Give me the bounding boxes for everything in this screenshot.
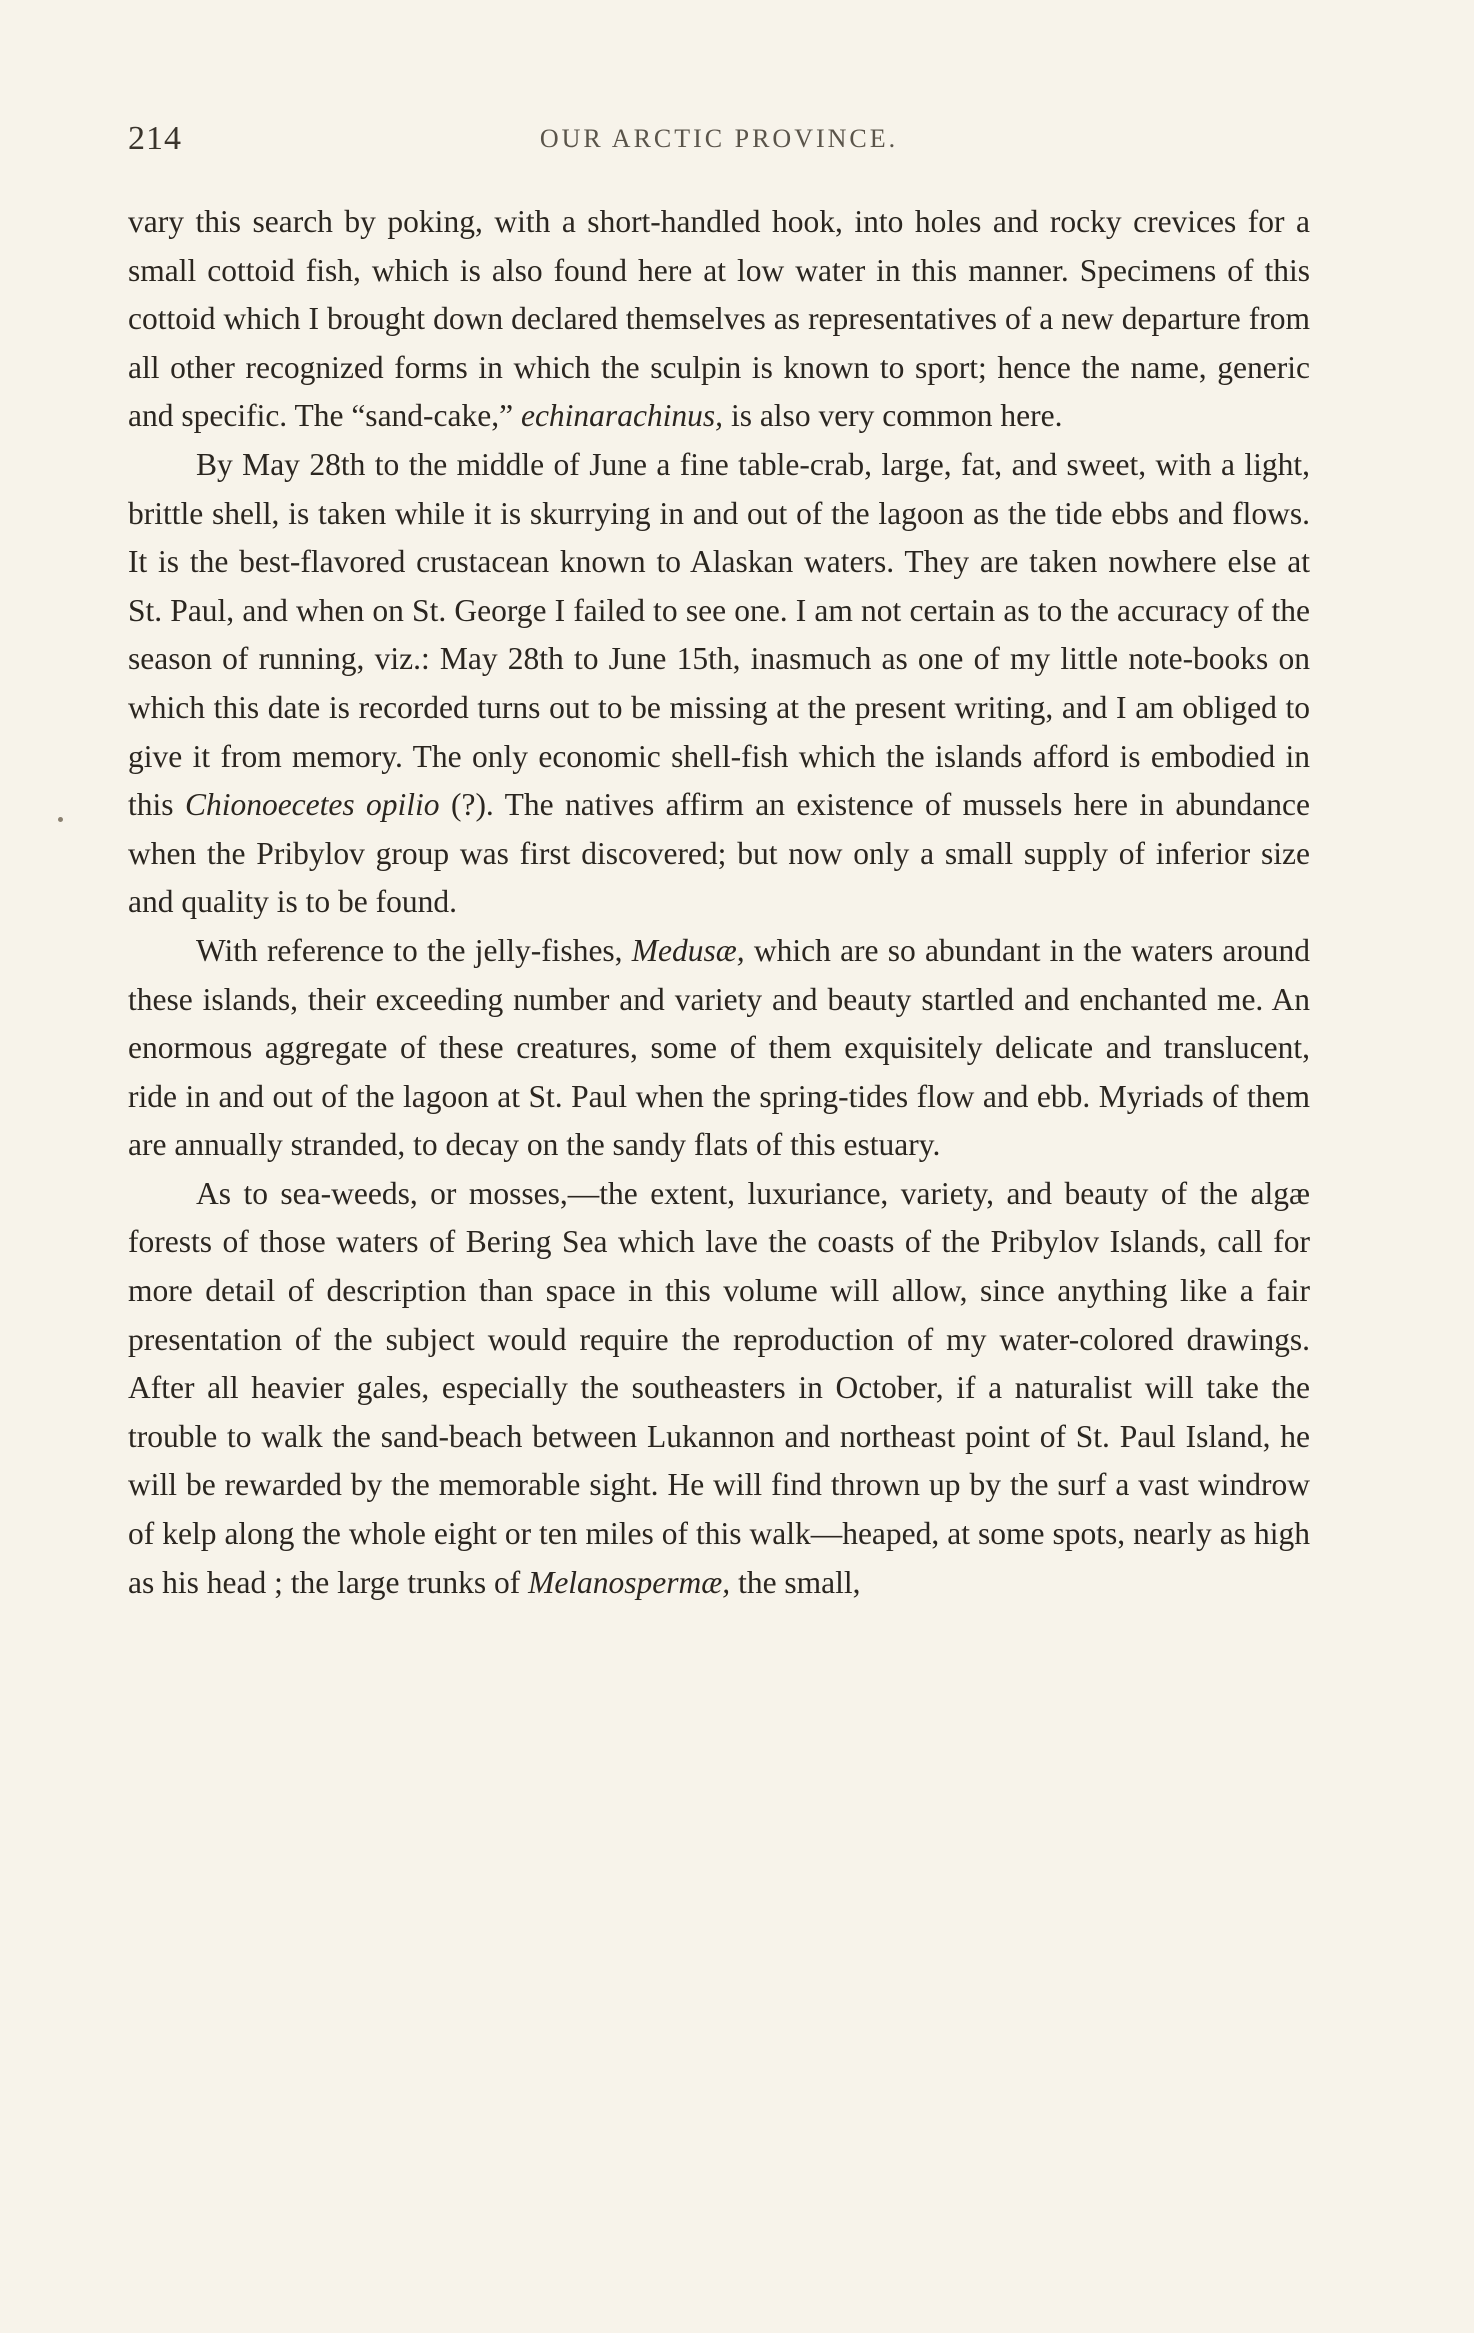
page-number: 214 <box>128 120 182 157</box>
paragraph-1-text-b: is also very common here. <box>723 398 1063 434</box>
running-title: OUR ARCTIC PROVINCE. <box>539 124 899 153</box>
paragraph-4-text-a: As to sea-weeds, or mosses,—the extent, luxuriance, variety, and beauty of the algæ forests of those waters of Bering Sea which lave the coasts of the Pribylov Islands, call for more detail of description than space in this volume will allow, since anything like a fair presentation of the subject would require the reproduction of my water-colored drawings. After all heavier gales, especially the southeasters in October, if a naturalist will take the trouble to walk the sand-beach between Lukannon and northeast point of St. Paul Island, he will be rewarded by the memorable sight. He will find thrown up by the surf a vast windrow of kelp along the whole eight or ten miles of this walk—heaped, at some spots, nearly as high as his head ; the large trunks of <box>128 1175 1310 1600</box>
paragraph-2 <box>128 441 1310 927</box>
paragraph-2-text-a: By May 28th to the middle of June a fine table-crab, large, fat, and sweet, with a light, brittle shell, is taken while it is skurrying in and out of the lagoon as the tide ebbs and flows. It is the best-flavored crustacean known to Alaskan waters. They are taken nowhere else at St. Paul, and when on St. George I failed to see one. I am not certain as to the accuracy of the season of running, viz.: May 28th to June 15th, inasmuch as one of my little note-books on which this date is recorded turns out to be missing at the present writing, and I am obliged to give it from memory. The only economic shell-fish which the islands afford is embodied in this <box>128 446 1310 823</box>
paragraph-1-italic: echinarachinus, <box>520 398 724 434</box>
paragraph-3-text-a: With reference to the jelly-fishes, <box>196 932 632 968</box>
paragraph-1 <box>128 198 1310 441</box>
paragraph-4-italic: Melanospermæ, <box>528 1564 731 1600</box>
margin-speck <box>58 817 63 822</box>
body-text <box>128 198 1310 1607</box>
paragraph-4 <box>128 1170 1310 1607</box>
paragraph-1-text-a: vary this search by poking, with a short-handled hook, into holes and rocky crevices for a small cottoid fish, which is also found here at low water in this manner. Specimens of this cottoid which I brought down declared themselves as representatives of a new departure from all other recognized forms in which the sculpin is known to sport; hence the name, generic and specific. The “sand-cake,” <box>128 204 1310 434</box>
paragraph-3-text-b: which are so abundant in the waters around these islands, their exceeding number and variety and beauty startled and enchanted me. An enormous aggregate of these creatures, some of them exquisitely delicate and translucent, ride in and out of the lagoon at St. Paul when the spring-tides flow and ebb. Myriads of them are annually stranded, to decay on the sandy flats of this estuary. <box>128 932 1310 1163</box>
running-head <box>128 120 1310 180</box>
paragraph-3 <box>128 927 1310 1170</box>
paragraph-4-text-b: the small, <box>730 1564 861 1600</box>
book-page <box>128 120 1310 1607</box>
paragraph-2-italic: Chionoecetes opilio <box>184 787 440 823</box>
paragraph-3-italic: Medusæ, <box>631 932 745 968</box>
paragraph-2-text-b: (?). The natives affirm an existence of mussels here in abundance when the Pribylov group was first discovered; but now only a small supply of inferior size and quality is to be found. <box>128 787 1311 920</box>
